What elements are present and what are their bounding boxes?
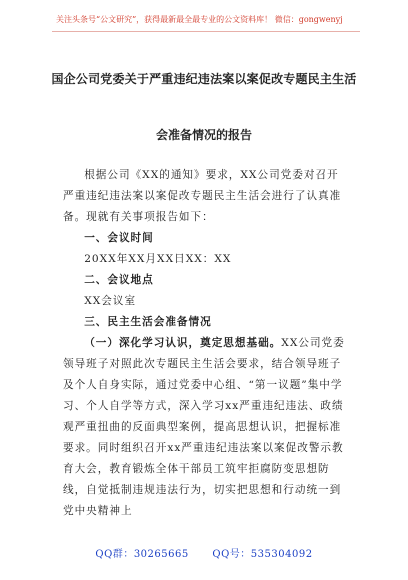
document-title-line-1: 国企公司党委关于严重违纪违法案以案促改专题民主生活 <box>51 72 357 86</box>
intro-paragraph: 根据公司《XX的通知》要求，XX公司党委对召开严重违纪违法案以案促改专题民主生活会进行了认真准备。现就有关事项报告如下： <box>63 169 342 223</box>
section-1-heading: 一、会议时间 <box>84 232 154 244</box>
section-2-value: XX会议室 <box>84 295 137 307</box>
footer-contacts <box>0 545 408 560</box>
section-1-value: 20XX年XX月XX日XX：XX <box>84 253 232 265</box>
footer-qq-number: QQ号：535304092 <box>212 549 313 560</box>
header-divider <box>52 31 360 32</box>
subsection-1-text: XX公司党委领导班子对照此次专题民主生活会要求，结合领导班子及个人自身实际，通过党委中心组、“第一议题”集中学习、个人自学等方式，深入学习xx严重违纪违法、政绩观严重扭曲的反面典型案例，提高思想认识，把握标准要求。同时组织召开xx严重违纪违法案以案促改警示教育大会，教育锻炼全体干部员工筑牢拒腐防变思想防线，自觉抵制违规违法行为，切实把思想和行动统一到党中央精神上 <box>63 337 345 517</box>
section-3-heading: 三、民主生活会准备情况 <box>84 316 212 328</box>
document-body <box>63 165 347 522</box>
footer-qq-group: QQ群：30265665 <box>95 549 189 560</box>
section-2-heading: 二、会议地点 <box>84 274 154 286</box>
subsection-1-heading: （一）深化学习认识，奠定思想基础。 <box>84 337 282 349</box>
subsection-1-paragraph <box>63 333 347 522</box>
document-title-line-2: 会准备情况的报告 <box>155 128 252 142</box>
header-banner: 关注头条号“公文研究”，获得最新最全最专业的公文资料库！ 微信：gongwenyj <box>56 15 343 24</box>
